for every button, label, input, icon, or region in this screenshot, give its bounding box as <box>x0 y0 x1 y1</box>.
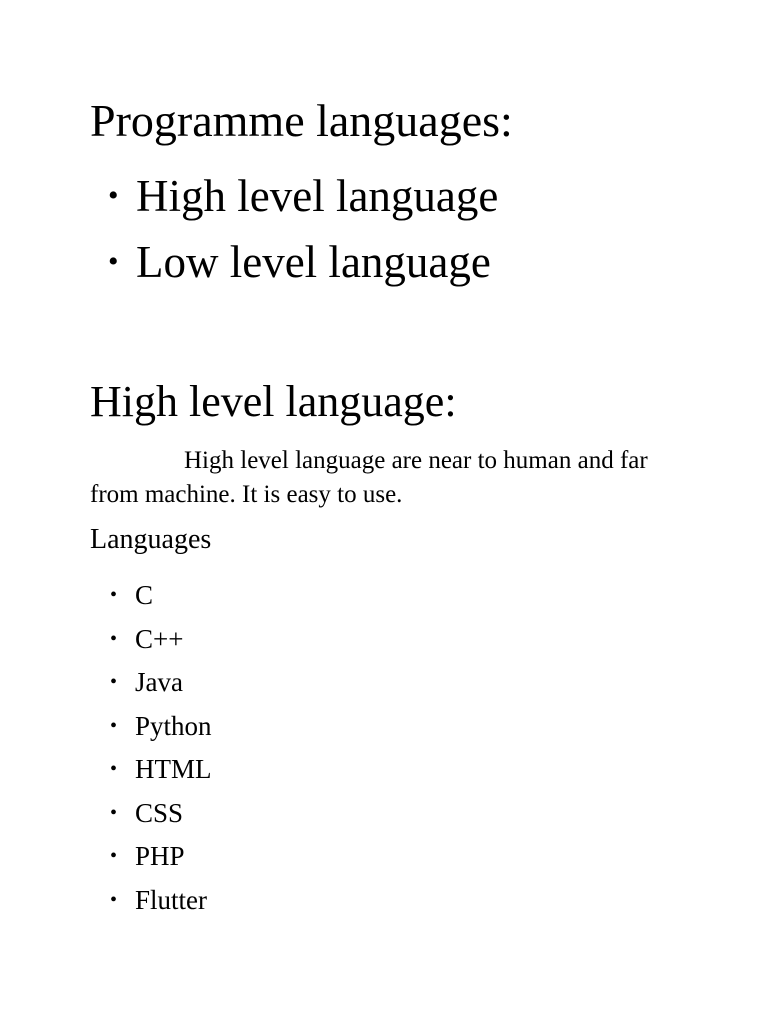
list-item <box>110 835 212 879</box>
list-item <box>110 618 212 662</box>
language-label: PHP <box>135 841 185 871</box>
language-label: Java <box>135 667 183 697</box>
bullet-icon: • <box>110 758 118 780</box>
bullet-icon: • <box>110 671 118 693</box>
bullet-icon: • <box>108 179 119 212</box>
language-label: C <box>135 580 154 610</box>
bullet-icon: • <box>108 245 119 278</box>
language-label: HTML <box>135 754 212 784</box>
type-item <box>108 236 491 288</box>
description-paragraph: High level language are near to human and far from machine. It is easy to use. <box>90 447 648 508</box>
bullet-icon: • <box>110 801 118 824</box>
list-item <box>110 705 212 749</box>
type-label: High level language <box>136 171 499 221</box>
type-label: Low level language <box>136 237 491 287</box>
language-label: Flutter <box>135 884 207 915</box>
section-heading: High level language: <box>90 377 457 426</box>
languages-label: Languages <box>90 524 212 555</box>
bullet-icon: • <box>110 888 118 911</box>
type-item <box>108 170 498 222</box>
list-item <box>110 574 212 618</box>
list-item <box>110 661 212 705</box>
language-label: Python <box>135 710 212 741</box>
list-item <box>110 748 212 792</box>
language-label: C++ <box>135 623 184 654</box>
bullet-icon: • <box>110 584 118 606</box>
languages-list <box>110 574 212 922</box>
language-label: CSS <box>135 797 184 828</box>
list-item <box>110 879 212 923</box>
bullet-icon: • <box>110 845 118 867</box>
bullet-icon: • <box>110 627 118 650</box>
bullet-icon: • <box>110 714 118 737</box>
page-heading: Programme languages: <box>90 95 513 146</box>
list-item <box>110 792 212 836</box>
